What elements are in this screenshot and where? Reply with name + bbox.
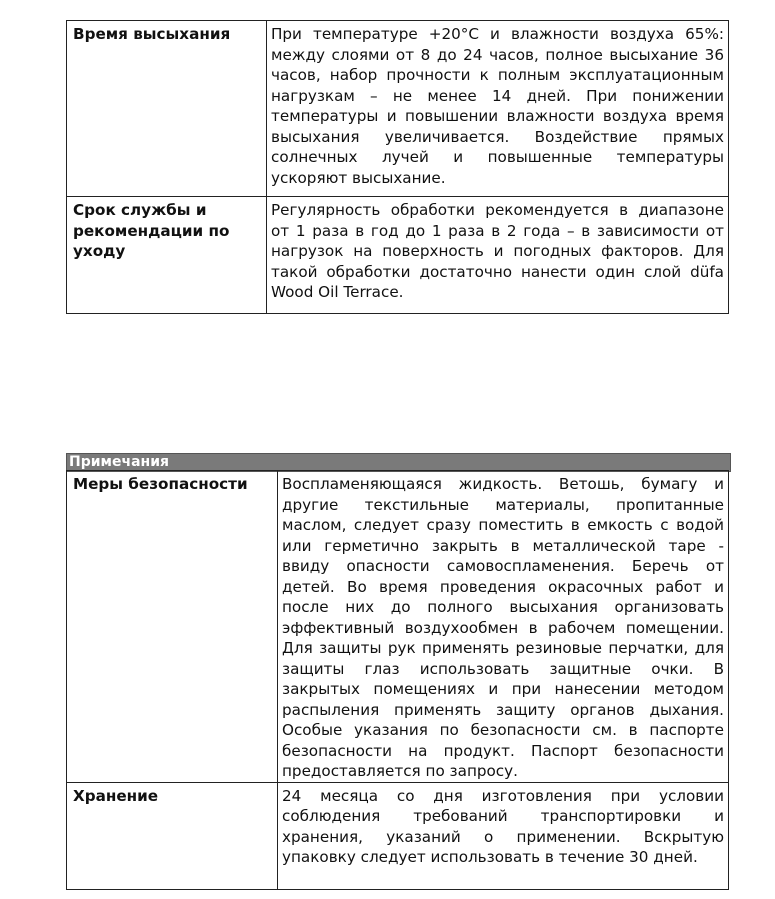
- drying-time-text: При температуре +20°С и влажности воздуха 65%: между слоями от 8 до 24 часов, полное высыхание 36 часов, набор прочности к полным эксплуатационным нагрузкам – не менее 14 дней. При понижении температуры и повышении влажности воздуха время высыхания увеличивается. Воздействие прямых солнечных лучей и повышенные температуры ускоряют высыхание.: [267, 21, 729, 197]
- drying-time-label: Время высыхания: [67, 21, 267, 197]
- notes-section-header: Примечания: [66, 453, 731, 472]
- service-life-text: Регулярность обработки рекомендуется в диапазоне от 1 раза в год до 1 раза в 2 года – в зависимости от нагрузок на поверхность и погодных факторов. Для такой обработки достаточно нанести один слой düfa Wood Oil Terrace.: [267, 197, 729, 314]
- notes-table: [66, 470, 729, 890]
- safety-label: Меры безопасности: [67, 471, 278, 783]
- table-row: [67, 471, 729, 783]
- table-row: [67, 782, 729, 889]
- table-row: [67, 21, 729, 197]
- service-life-label: Срок службы и рекомендации по уходу: [67, 197, 267, 314]
- storage-text: 24 месяца со дня изготовления при условии соблюдения требований транспортировки и хранения, указаний о применении. Вскрытую упаковку следует использовать в течение 30 дней.: [278, 782, 729, 889]
- table-row: [67, 197, 729, 314]
- storage-label: Хранение: [67, 782, 278, 889]
- properties-table: [66, 20, 729, 314]
- safety-text: Воспламеняющаяся жидкость. Ветошь, бумагу и другие текстильные материалы, пропитанные маслом, следует сразу поместить в емкость с водой или герметично закрыть в металлической таре - ввиду опасности самовоспламенения. Беречь от детей. Во время проведения окрасочных работ и после них до полного высыхания организовать эффективный воздухообмен в рабочем помещении. Для защиты рук применять резиновые перчатки, для защиты глаз использовать защитные очки. В закрытых помещениях и при нанесении методом распыления применять защиту органов дыхания. Особые указания по безопасности см. в паспорте безопасности на продукт. Паспорт безопасности предоставляется по запросу.: [278, 471, 729, 783]
